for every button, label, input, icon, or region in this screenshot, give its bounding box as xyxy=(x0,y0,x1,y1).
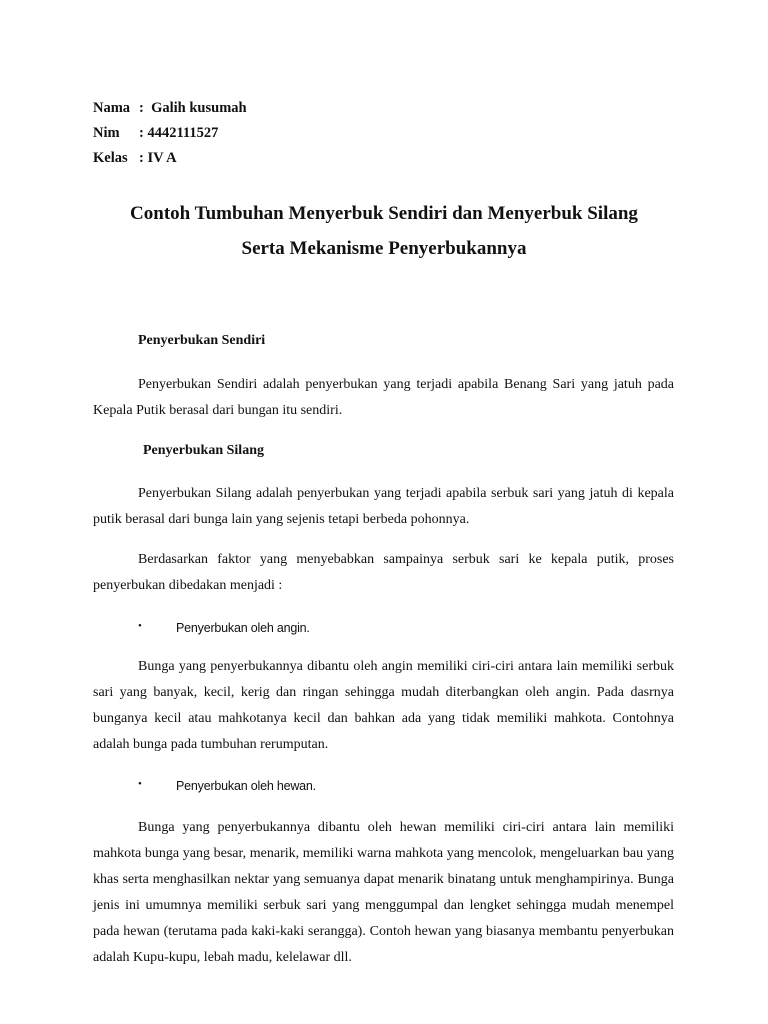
paragraph-faktor-penyerbukan: Berdasarkan faktor yang menyebabkan sampainya serbuk sari ke kepala putik, proses penyerbukan dibedakan menjadi : xyxy=(93,552,674,593)
bullet-icon: • xyxy=(138,778,142,790)
nim-label: Nim xyxy=(93,125,120,141)
bullet-icon: • xyxy=(138,620,142,632)
name-value: Galih kusumah xyxy=(151,100,247,116)
nim-value: 4442111527 xyxy=(147,125,219,141)
paragraph-penyerbukan-angin: Bunga yang penyerbukannya dibantu oleh angin memiliki ciri-ciri antara lain memiliki serbuk sari yang banyak, kecil, kerig dan ringan sehingga mudah diterbangkan oleh angin. Pada dasrnya bunganya kecil atau mahkotanya kecil dan bahkan ada yang tidak memiliki mahkota. Contohnya adalah bunga pada tumbuhan rerumputan. xyxy=(93,659,674,752)
kelas-separator: : xyxy=(139,150,144,166)
heading-penyerbukan-silang: Penyerbukan Silang xyxy=(143,443,264,458)
heading-penyerbukan-sendiri: Penyerbukan Sendiri xyxy=(138,333,266,348)
document-title-line-1: Contoh Tumbuhan Menyerbuk Sendiri dan Menyerbuk Silang xyxy=(130,203,638,224)
paragraph-penyerbukan-sendiri: Penyerbukan Sendiri adalah penyerbukan yang terjadi apabila Benang Sari yang jatuh pada Kepala Putik berasal dari bungan itu sendiri. xyxy=(93,377,674,418)
bullet-label-hewan: Penyerbukan oleh hewan. xyxy=(176,779,316,793)
identity-nim-row xyxy=(93,124,218,142)
nim-separator: : xyxy=(139,125,144,141)
paragraph-penyerbukan-silang: Penyerbukan Silang adalah penyerbukan yang terjadi apabila serbuk sari yang jatuh di kepala putik berasal dari bunga lain yang sejenis tetapi berbeda pohonnya. xyxy=(93,486,674,527)
document-title-line-2: Serta Mekanisme Penyerbukannya xyxy=(241,238,527,259)
kelas-label: Kelas xyxy=(93,150,128,166)
kelas-value: IV A xyxy=(147,150,177,166)
identity-name-row xyxy=(93,99,247,117)
name-label: Nama xyxy=(93,100,131,116)
paragraph-penyerbukan-hewan: Bunga yang penyerbukannya dibantu oleh hewan memiliki ciri-ciri antara lain memiliki mahkota bunga yang besar, menarik, memiliki warna mahkota yang mencolok, mengeluarkan bau yang khas serta menghasilkan nektar yang semuanya dapat menarik binatang untuk menghampirinya. Bunga jenis ini umumnya memiliki serbuk sari yang menggumpal dan lengket sehingga mudah menempel pada hewan (terutama pada kaki-kaki serangga). Contoh hewan yang biasanya membantu penyerbukan adalah Kupu-kupu, lebah madu, kelelawar dll. xyxy=(93,820,674,965)
bullet-label-angin: Penyerbukan oleh angin. xyxy=(176,621,310,635)
identity-kelas-row xyxy=(93,149,177,167)
name-separator: : xyxy=(139,100,144,116)
